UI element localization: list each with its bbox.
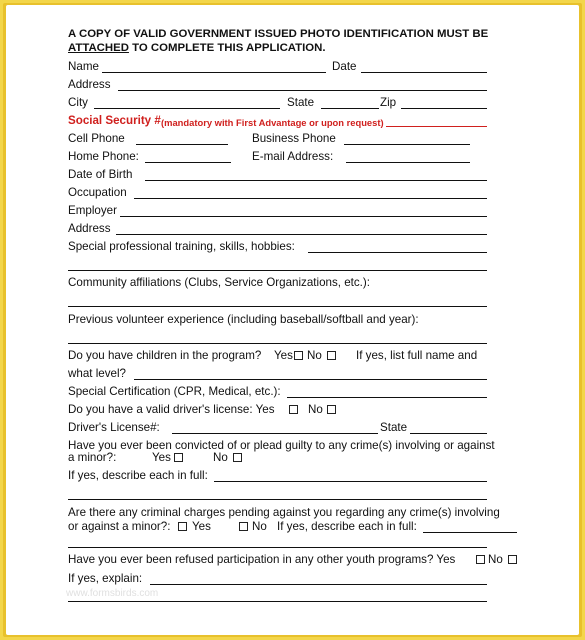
convicted-yes-checkbox[interactable] <box>174 453 183 462</box>
special-training-line-2[interactable] <box>68 270 487 271</box>
application-form <box>6 5 579 635</box>
pending-yes-label: Yes <box>192 520 211 533</box>
id-notice-rest: TO COMPLETE THIS APPLICATION. <box>128 42 326 54</box>
cell-phone-line[interactable] <box>136 144 228 145</box>
children-if-yes: If yes, list full name and <box>356 349 478 362</box>
certification-label: Special Certification (CPR, Medical, etc.): <box>68 385 281 398</box>
occupation-label: Occupation <box>68 186 127 199</box>
refused-no-label: No <box>488 553 503 566</box>
pending-describe-line-2[interactable] <box>68 547 487 548</box>
dob-line[interactable] <box>145 180 487 181</box>
pending-describe-label: If yes, describe each in full: <box>277 520 417 533</box>
employer-label: Employer <box>68 204 117 217</box>
home-phone-label: Home Phone: <box>68 150 139 163</box>
zip-label: Zip <box>380 96 397 109</box>
business-phone-label: Business Phone <box>252 132 336 145</box>
drivers-license-no-checkbox[interactable] <box>327 405 336 414</box>
explain-label: If yes, explain: <box>68 572 143 585</box>
dl-state-label: State <box>380 421 408 434</box>
what-level-label: what level? <box>68 367 127 380</box>
special-training-line[interactable] <box>308 252 487 253</box>
refused-question: Have you ever been refused participation in any other youth programs? Yes <box>68 553 456 566</box>
pending-question-line1: Are there any criminal charges pending against you regarding any crime(s) involving <box>68 506 500 519</box>
refused-no-checkbox[interactable] <box>508 555 517 564</box>
name-line[interactable] <box>102 72 326 73</box>
convicted-question-line1: Have you ever been convicted of or plead guilty to any crime(s) involving or against <box>68 439 495 452</box>
community-line[interactable] <box>68 306 487 307</box>
pending-no-checkbox[interactable] <box>239 522 248 531</box>
convicted-describe-line[interactable] <box>214 481 487 482</box>
drivers-license-question: Do you have a valid driver's license: Yes <box>68 403 275 416</box>
date-line[interactable] <box>361 72 487 73</box>
convicted-no-checkbox[interactable] <box>233 453 242 462</box>
ssn-label: Social Security # <box>68 114 161 127</box>
convicted-question-line2: a minor?: <box>68 451 117 464</box>
employer-line[interactable] <box>120 216 487 217</box>
explain-line-2[interactable] <box>68 601 487 602</box>
pending-no-label: No <box>252 520 267 533</box>
pending-yes-checkbox[interactable] <box>178 522 187 531</box>
pending-question-line2: or against a minor?: <box>68 520 171 533</box>
attached-word: ATTACHED <box>68 42 129 54</box>
drivers-license-number-label: Driver's License#: <box>68 421 160 434</box>
volunteer-line[interactable] <box>68 343 487 344</box>
special-training-label: Special professional training, skills, hobbies: <box>68 240 295 253</box>
employer-address-label: Address <box>68 222 111 235</box>
drivers-license-number-line[interactable] <box>172 433 378 434</box>
ssn-note: (mandatory with First Advantage or upon request) <box>161 117 384 128</box>
community-label: Community affiliations (Clubs, Service Organizations, etc.): <box>68 276 370 289</box>
address-line[interactable] <box>118 90 487 91</box>
occupation-line[interactable] <box>134 198 487 199</box>
drivers-license-no-label: No <box>308 403 323 416</box>
id-notice-line2 <box>68 41 326 55</box>
date-label: Date <box>332 60 357 73</box>
state-label: State <box>287 96 315 109</box>
explain-line[interactable] <box>150 584 487 585</box>
drivers-license-yes-checkbox[interactable] <box>289 405 298 414</box>
name-label: Name <box>68 60 99 73</box>
volunteer-label: Previous volunteer experience (including baseball/softball and year): <box>68 313 419 326</box>
id-notice-line1: A COPY OF VALID GOVERNMENT ISSUED PHOTO IDENTIFICATION MUST BE <box>68 28 489 40</box>
zip-line[interactable] <box>401 108 487 109</box>
children-no-label: No <box>307 349 322 362</box>
address-label: Address <box>68 78 111 91</box>
children-yes-label: Yes <box>274 349 293 362</box>
children-question: Do you have children in the program? <box>68 349 262 362</box>
what-level-line[interactable] <box>134 379 487 380</box>
state-line[interactable] <box>321 108 379 109</box>
watermark: www.formsbirds.com <box>66 588 159 599</box>
pending-describe-line[interactable] <box>423 532 517 533</box>
convicted-describe-line-2[interactable] <box>68 499 487 500</box>
children-no-checkbox[interactable] <box>327 351 336 360</box>
certification-line[interactable] <box>287 397 487 398</box>
cell-phone-label: Cell Phone <box>68 132 125 145</box>
employer-address-line[interactable] <box>116 234 487 235</box>
children-yes-checkbox[interactable] <box>294 351 303 360</box>
ssn-line[interactable] <box>386 126 487 127</box>
dl-state-line[interactable] <box>410 433 487 434</box>
city-label: City <box>68 96 88 109</box>
convicted-yes-label: Yes <box>152 451 171 464</box>
email-line[interactable] <box>346 162 470 163</box>
refused-yes-checkbox[interactable] <box>476 555 485 564</box>
business-phone-line[interactable] <box>344 144 470 145</box>
convicted-no-label: No <box>213 451 228 464</box>
email-label: E-mail Address: <box>252 150 334 163</box>
home-phone-line[interactable] <box>145 162 231 163</box>
dob-label: Date of Birth <box>68 168 133 181</box>
city-line[interactable] <box>94 108 280 109</box>
convicted-describe-label: If yes, describe each in full: <box>68 469 208 482</box>
